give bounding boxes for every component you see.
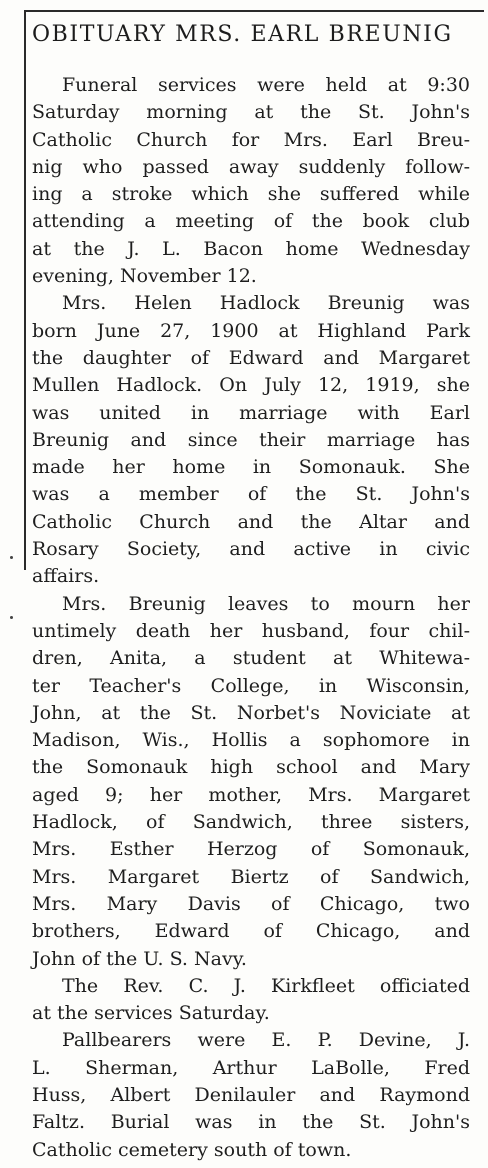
- text-line: at the J. L. Bacon home Wednesday: [32, 237, 470, 260]
- left-border-rule: [24, 10, 26, 570]
- text-line: ter Teacher's College, in Wisconsin,: [32, 674, 470, 697]
- text-line: Faltz. Burial was in the St. John's: [32, 1111, 470, 1134]
- obituary-paragraph: [32, 72, 470, 290]
- margin-speck: [10, 616, 13, 619]
- text-line: ing a stroke which she suffered while: [32, 183, 470, 206]
- text-line: Pallbearers were E. P. Devine, J.: [62, 1029, 470, 1052]
- text-line: Funeral services were held at 9:30: [62, 74, 470, 96]
- text-line: was united in marriage with Earl: [32, 401, 470, 424]
- text-line: the daughter of Edward and Margaret: [32, 346, 470, 369]
- text-line: evening, November 12.: [32, 265, 257, 288]
- margin-speck: [10, 556, 13, 559]
- text-line: Mrs. Margaret Biertz of Sandwich,: [32, 865, 470, 888]
- text-line: Mrs. Breunig leaves to mourn her: [62, 592, 470, 615]
- text-line: The Rev. C. J. Kirkfleet officiated: [62, 974, 470, 997]
- text-line: at the services Saturday.: [32, 1002, 270, 1025]
- obituary-paragraph: [32, 1027, 470, 1163]
- text-line: Breunig and since their marriage has: [32, 428, 470, 451]
- text-line: nig who passed away suddenly follow-: [32, 155, 470, 178]
- text-line: brothers, Edward of Chicago, and: [32, 920, 470, 943]
- text-line: Madison, Wis., Hollis a sophomore in: [32, 729, 470, 752]
- text-line: made her home in Somonauk. She: [32, 456, 470, 479]
- text-line: John of the U. S. Navy.: [32, 947, 247, 970]
- text-line: aged 9; her mother, Mrs. Margaret: [32, 783, 470, 806]
- text-line: affairs.: [32, 565, 100, 588]
- text-line: dren, Anita, a student at Whitewa-: [32, 647, 470, 670]
- text-line: John, at the St. Norbet's Noviciate at: [32, 701, 470, 724]
- obituary-body: [32, 72, 470, 1164]
- text-line: Hadlock, of Sandwich, three sisters,: [32, 811, 470, 834]
- text-line: untimely death her husband, four chil-: [32, 619, 470, 642]
- text-line: attending a meeting of the book club: [32, 210, 470, 233]
- text-line: Catholic Church for Mrs. Earl Breu-: [32, 128, 470, 151]
- obituary-paragraph: [32, 591, 470, 973]
- text-line: Mrs. Helen Hadlock Breunig was: [62, 292, 470, 315]
- text-line: the Somonauk high school and Mary: [32, 756, 470, 779]
- text-line: born June 27, 1900 at Highland Park: [32, 319, 470, 342]
- top-border-rule: [24, 10, 484, 12]
- text-line: L. Sherman, Arthur LaBolle, Fred: [32, 1056, 470, 1079]
- text-line: Mrs. Esther Herzog of Somonauk,: [32, 838, 470, 861]
- obituary-headline: OBITUARY MRS. EARL BREUNIG: [32, 22, 453, 47]
- text-line: Mrs. Mary Davis of Chicago, two: [32, 892, 470, 915]
- text-line: was a member of the St. John's: [32, 483, 470, 506]
- text-line: Huss, Albert Denilauler and Raymond: [32, 1083, 470, 1106]
- text-line: Catholic cemetery south of town.: [32, 1138, 352, 1161]
- text-line: Saturday morning at the St. John's: [32, 101, 470, 124]
- text-line: Catholic Church and the Altar and: [32, 510, 470, 533]
- text-line: Mullen Hadlock. On July 12, 1919, she: [32, 374, 470, 397]
- obituary-paragraph: [32, 973, 470, 1028]
- obituary-paragraph: [32, 290, 470, 590]
- text-line: Rosary Society, and active in civic: [32, 538, 470, 561]
